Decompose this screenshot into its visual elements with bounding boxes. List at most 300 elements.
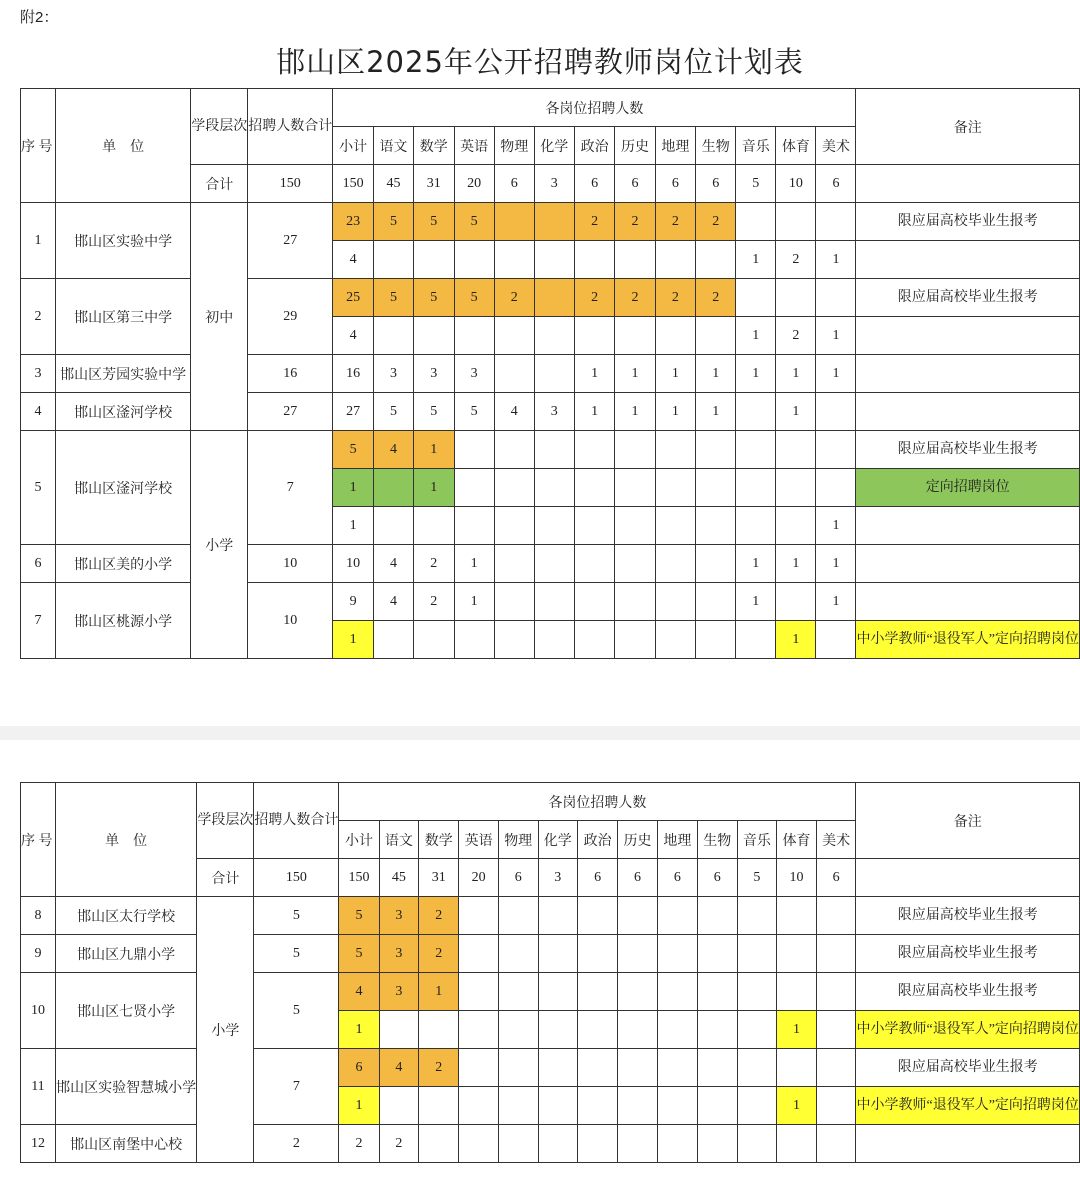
row-value <box>657 1011 697 1049</box>
row-value: 2 <box>419 897 459 935</box>
row-value: 4 <box>333 317 374 355</box>
row-value: 1 <box>736 317 776 355</box>
row-value <box>494 355 534 393</box>
row-note <box>856 393 1080 431</box>
table-row <box>21 1125 1080 1163</box>
row-value: 1 <box>655 355 696 393</box>
row-value <box>737 897 777 935</box>
row-value <box>696 621 736 659</box>
header-subject: 语文 <box>373 127 413 165</box>
header-total: 招聘人数合计 <box>248 89 333 165</box>
row-value <box>816 935 856 973</box>
sum-value: 20 <box>459 859 499 897</box>
row-value: 1 <box>736 241 776 279</box>
row-value: 2 <box>413 545 454 583</box>
row-value <box>736 469 776 507</box>
row-value <box>578 1087 618 1125</box>
header-subject: 地理 <box>657 821 697 859</box>
row-value <box>413 317 454 355</box>
row-value <box>498 973 538 1011</box>
row-value <box>578 1125 618 1163</box>
row-value: 3 <box>534 393 574 431</box>
row-value: 5 <box>373 203 413 241</box>
row-value <box>777 935 817 973</box>
row-value: 9 <box>333 583 374 621</box>
header-subject: 化学 <box>534 127 574 165</box>
header-subject: 化学 <box>538 821 578 859</box>
header-subject: 音乐 <box>736 127 776 165</box>
row-value: 1 <box>816 507 856 545</box>
row-value: 2 <box>494 279 534 317</box>
header-subject: 语文 <box>379 821 419 859</box>
row-value: 5 <box>373 279 413 317</box>
row-value <box>736 431 776 469</box>
plan-table-page-2 <box>20 782 1080 1163</box>
row-value <box>454 317 494 355</box>
row-note <box>856 545 1080 583</box>
row-value <box>459 1011 499 1049</box>
sum-value: 20 <box>454 165 494 203</box>
row-value <box>534 241 574 279</box>
row-value <box>459 897 499 935</box>
row-value: 2 <box>574 279 615 317</box>
row-note <box>856 583 1080 621</box>
row-value <box>618 1049 658 1087</box>
row-value <box>454 241 494 279</box>
row-value <box>615 545 655 583</box>
row-value <box>494 583 534 621</box>
row-unit: 邯山区实验智慧城小学 <box>55 1049 197 1125</box>
row-value <box>816 1049 856 1087</box>
row-value <box>657 973 697 1011</box>
table-row <box>21 279 1080 317</box>
row-note <box>856 317 1080 355</box>
sum-value: 45 <box>373 165 413 203</box>
row-value <box>698 1011 738 1049</box>
row-value <box>574 317 615 355</box>
row-value: 2 <box>339 1125 379 1163</box>
row-value <box>413 507 454 545</box>
table-row <box>21 431 1080 469</box>
row-value: 4 <box>339 973 379 1011</box>
row-value <box>494 431 534 469</box>
row-value <box>696 317 736 355</box>
row-value <box>655 431 696 469</box>
row-value: 2 <box>696 279 736 317</box>
header-total: 招聘人数合计 <box>254 783 339 859</box>
row-value <box>696 431 736 469</box>
page-separator <box>0 726 1080 740</box>
row-value: 16 <box>333 355 374 393</box>
row-value <box>816 1011 856 1049</box>
row-value <box>494 469 534 507</box>
row-value <box>657 935 697 973</box>
row-value <box>574 469 615 507</box>
row-value <box>618 1125 658 1163</box>
row-note <box>856 507 1080 545</box>
row-value: 5 <box>413 393 454 431</box>
row-value <box>498 1049 538 1087</box>
row-value: 1 <box>777 1087 817 1125</box>
row-value <box>657 1087 697 1125</box>
sum-value: 150 <box>333 165 374 203</box>
sum-total: 150 <box>248 165 333 203</box>
row-value <box>736 203 776 241</box>
row-value <box>574 545 615 583</box>
row-value <box>816 897 856 935</box>
header-subject: 政治 <box>574 127 615 165</box>
row-value <box>736 393 776 431</box>
row-unit: 邯山区桃源小学 <box>55 583 190 659</box>
row-value: 2 <box>696 203 736 241</box>
row-value <box>538 1011 578 1049</box>
row-value <box>696 507 736 545</box>
row-value <box>618 1087 658 1125</box>
row-note <box>856 241 1080 279</box>
row-value: 2 <box>419 1049 459 1087</box>
row-seq: 1 <box>21 203 56 279</box>
sum-value: 31 <box>413 165 454 203</box>
row-value <box>534 469 574 507</box>
row-value <box>578 1011 618 1049</box>
sum-value: 45 <box>379 859 419 897</box>
row-unit: 邯山区芳园实验中学 <box>55 355 190 393</box>
row-note: 限应届高校毕业生报考 <box>856 897 1080 935</box>
row-value <box>736 621 776 659</box>
row-seq: 3 <box>21 355 56 393</box>
row-note: 中小学教师“退役军人”定向招聘岗位 <box>856 621 1080 659</box>
row-value <box>615 583 655 621</box>
row-value <box>736 507 776 545</box>
row-value: 3 <box>379 935 419 973</box>
row-value: 5 <box>454 203 494 241</box>
header-subject: 美术 <box>816 821 856 859</box>
row-seq: 12 <box>21 1125 56 1163</box>
row-note: 限应届高校毕业生报考 <box>856 279 1080 317</box>
row-value: 25 <box>333 279 374 317</box>
row-value <box>776 469 816 507</box>
row-note: 中小学教师“退役军人”定向招聘岗位 <box>856 1011 1080 1049</box>
header-subject: 英语 <box>454 127 494 165</box>
row-unit: 邯山区实验中学 <box>55 203 190 279</box>
row-note: 限应届高校毕业生报考 <box>856 431 1080 469</box>
row-value: 2 <box>615 203 655 241</box>
row-value <box>459 1125 499 1163</box>
row-value: 1 <box>574 393 615 431</box>
row-value <box>655 469 696 507</box>
header-subject: 英语 <box>459 821 499 859</box>
row-note: 中小学教师“退役军人”定向招聘岗位 <box>856 1087 1080 1125</box>
row-value <box>816 203 856 241</box>
row-total: 10 <box>248 583 333 659</box>
sum-value: 31 <box>419 859 459 897</box>
row-value <box>655 621 696 659</box>
row-value <box>494 317 534 355</box>
sum-value: 6 <box>657 859 697 897</box>
row-value: 3 <box>379 973 419 1011</box>
header-row-positions <box>21 89 1080 127</box>
row-value: 1 <box>333 621 374 659</box>
sum-value: 6 <box>816 165 856 203</box>
row-seq: 2 <box>21 279 56 355</box>
row-value: 1 <box>816 545 856 583</box>
sum-value: 6 <box>498 859 538 897</box>
row-value: 2 <box>776 317 816 355</box>
row-value <box>776 431 816 469</box>
table-row <box>21 897 1080 935</box>
row-unit: 邯山区滏河学校 <box>55 393 190 431</box>
row-unit: 邯山区美的小学 <box>55 545 190 583</box>
row-value: 10 <box>333 545 374 583</box>
row-total: 16 <box>248 355 333 393</box>
row-value <box>737 1049 777 1087</box>
row-value <box>777 1049 817 1087</box>
row-value <box>698 935 738 973</box>
header-subject: 生物 <box>698 821 738 859</box>
row-value <box>578 973 618 1011</box>
row-value: 5 <box>413 279 454 317</box>
row-value <box>534 507 574 545</box>
row-value <box>459 1087 499 1125</box>
header-subject: 小计 <box>339 821 379 859</box>
row-value <box>615 507 655 545</box>
row-value <box>379 1087 419 1125</box>
header-subject: 历史 <box>618 821 658 859</box>
header-subject: 数学 <box>419 821 459 859</box>
header-positions: 各岗位招聘人数 <box>339 783 856 821</box>
table-row <box>21 545 1080 583</box>
row-value <box>534 621 574 659</box>
header-subject: 体育 <box>776 127 816 165</box>
row-value <box>373 469 413 507</box>
row-value <box>538 1125 578 1163</box>
row-value <box>698 897 738 935</box>
row-value <box>538 935 578 973</box>
row-value <box>655 507 696 545</box>
sum-value: 10 <box>777 859 817 897</box>
row-value: 1 <box>333 507 374 545</box>
row-value <box>655 583 696 621</box>
header-unit: 单 位 <box>55 783 197 897</box>
row-value: 1 <box>736 545 776 583</box>
header-subject: 历史 <box>615 127 655 165</box>
row-value: 4 <box>373 583 413 621</box>
header-subject: 美术 <box>816 127 856 165</box>
row-value: 3 <box>454 355 494 393</box>
row-note: 限应届高校毕业生报考 <box>856 1049 1080 1087</box>
row-value <box>816 621 856 659</box>
header-subject: 物理 <box>498 821 538 859</box>
row-value: 1 <box>339 1087 379 1125</box>
row-value: 1 <box>454 583 494 621</box>
row-value <box>655 241 696 279</box>
page-title: 邯山区2025年公开招聘教师岗位计划表 <box>276 45 804 79</box>
row-value <box>373 241 413 279</box>
row-value: 5 <box>454 393 494 431</box>
row-value <box>615 469 655 507</box>
sum-value: 10 <box>776 165 816 203</box>
row-value <box>615 621 655 659</box>
row-seq: 9 <box>21 935 56 973</box>
row-value: 1 <box>655 393 696 431</box>
row-value: 1 <box>574 355 615 393</box>
sum-value: 6 <box>655 165 696 203</box>
header-subject: 生物 <box>696 127 736 165</box>
row-seq: 4 <box>21 393 56 431</box>
row-value <box>777 1125 817 1163</box>
row-value <box>578 1049 618 1087</box>
row-value: 1 <box>615 393 655 431</box>
sum-value: 5 <box>737 859 777 897</box>
row-value <box>776 279 816 317</box>
row-total: 7 <box>254 1049 339 1125</box>
row-value <box>538 897 578 935</box>
row-value: 5 <box>333 431 374 469</box>
row-value: 2 <box>413 583 454 621</box>
row-value <box>534 545 574 583</box>
row-value <box>373 507 413 545</box>
row-value: 1 <box>615 355 655 393</box>
row-value: 4 <box>373 431 413 469</box>
row-total: 5 <box>254 897 339 935</box>
row-total: 27 <box>248 203 333 279</box>
row-value: 6 <box>339 1049 379 1087</box>
header-positions: 各岗位招聘人数 <box>333 89 856 127</box>
header-remark: 备注 <box>856 783 1080 859</box>
row-value: 23 <box>333 203 374 241</box>
row-note: 定向招聘岗位 <box>856 469 1080 507</box>
row-total: 27 <box>248 393 333 431</box>
row-value: 1 <box>696 355 736 393</box>
row-value <box>816 973 856 1011</box>
row-value: 2 <box>379 1125 419 1163</box>
row-value: 27 <box>333 393 374 431</box>
row-note: 限应届高校毕业生报考 <box>856 203 1080 241</box>
row-value <box>696 241 736 279</box>
row-value: 2 <box>615 279 655 317</box>
header-level: 学段层次 <box>191 89 248 165</box>
row-value <box>494 241 534 279</box>
row-value <box>615 317 655 355</box>
header-subject: 小计 <box>333 127 374 165</box>
row-seq: 5 <box>21 431 56 545</box>
row-total: 5 <box>254 935 339 973</box>
row-value: 1 <box>816 241 856 279</box>
header-seq: 序 号 <box>21 783 56 897</box>
row-value <box>574 507 615 545</box>
sum-value: 6 <box>494 165 534 203</box>
table-row <box>21 203 1080 241</box>
table-row <box>21 973 1080 1011</box>
row-value <box>698 1087 738 1125</box>
header-seq: 序 号 <box>21 89 56 203</box>
row-value <box>498 1125 538 1163</box>
row-value <box>698 1125 738 1163</box>
row-value <box>816 279 856 317</box>
row-value: 1 <box>736 355 776 393</box>
row-unit: 邯山区太行学校 <box>55 897 197 935</box>
row-value <box>373 621 413 659</box>
header-remark: 备注 <box>856 89 1080 165</box>
row-value: 1 <box>776 621 816 659</box>
row-total: 5 <box>254 973 339 1049</box>
sum-value: 6 <box>696 165 736 203</box>
row-value: 2 <box>419 935 459 973</box>
row-total: 7 <box>248 431 333 545</box>
row-seq: 6 <box>21 545 56 583</box>
row-value <box>736 279 776 317</box>
row-value <box>413 241 454 279</box>
row-value <box>816 431 856 469</box>
row-value <box>498 935 538 973</box>
row-value <box>777 897 817 935</box>
row-value: 5 <box>373 393 413 431</box>
row-value <box>574 583 615 621</box>
row-value <box>578 935 618 973</box>
row-value <box>534 279 574 317</box>
sum-value: 6 <box>698 859 738 897</box>
row-unit: 邯山区九鼎小学 <box>55 935 197 973</box>
row-value <box>776 203 816 241</box>
row-value <box>534 431 574 469</box>
row-value <box>737 973 777 1011</box>
row-value: 1 <box>816 355 856 393</box>
row-unit: 邯山区七贤小学 <box>55 973 197 1049</box>
plan-table-page-1 <box>20 88 1080 659</box>
table-row <box>21 355 1080 393</box>
row-value: 1 <box>419 973 459 1011</box>
row-value: 1 <box>776 393 816 431</box>
row-value: 3 <box>373 355 413 393</box>
row-value <box>538 1049 578 1087</box>
row-value <box>413 621 454 659</box>
sum-value: 3 <box>538 859 578 897</box>
row-value <box>454 507 494 545</box>
row-value: 5 <box>413 203 454 241</box>
row-total: 2 <box>254 1125 339 1163</box>
row-seq: 8 <box>21 897 56 935</box>
row-value <box>534 203 574 241</box>
row-value <box>534 317 574 355</box>
row-value <box>698 1049 738 1087</box>
row-value: 1 <box>776 545 816 583</box>
row-value <box>419 1125 459 1163</box>
table-row <box>21 393 1080 431</box>
row-value <box>578 897 618 935</box>
row-value <box>737 935 777 973</box>
row-value: 3 <box>413 355 454 393</box>
row-value <box>657 1049 697 1087</box>
header-subject: 数学 <box>413 127 454 165</box>
row-level: 初中 <box>191 203 248 431</box>
row-value <box>615 431 655 469</box>
sum-value: 5 <box>736 165 776 203</box>
row-seq: 7 <box>21 583 56 659</box>
row-value: 1 <box>696 393 736 431</box>
header-subject: 音乐 <box>737 821 777 859</box>
row-value: 5 <box>454 279 494 317</box>
sum-value: 150 <box>339 859 379 897</box>
row-value: 2 <box>655 203 696 241</box>
sum-remark-cell <box>856 165 1080 203</box>
row-value: 1 <box>413 469 454 507</box>
sum-label: 合计 <box>191 165 248 203</box>
row-value <box>498 897 538 935</box>
row-value <box>574 431 615 469</box>
row-value <box>534 583 574 621</box>
row-value <box>459 1049 499 1087</box>
row-value <box>459 935 499 973</box>
